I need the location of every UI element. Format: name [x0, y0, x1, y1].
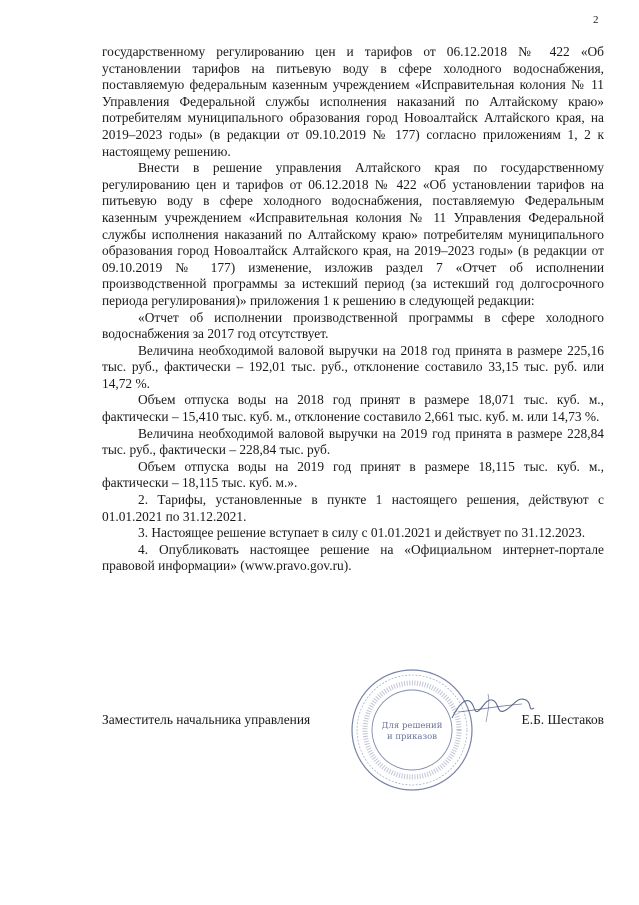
document-body: [102, 44, 604, 575]
paragraph: Внести в решение управления Алтайского края по государственному регулированию цен и тарифов от 06.12.2018 № 422 «Об установлении тарифов на питьевую воду в сфере холодного водоснабжения, поставляемую Федеральным казенным учреждением «Исправительная колония № 11 Управления Федеральной службы исполнения наказаний по Алтайскому краю» потребителям муниципального образования город Новоалтайск Алтайского края, на 2019–2023 годы» (в редакции от 09.10.2019 № 177) изменение, изложив раздел 7 «Отчет об исполнении производственной программы за истекший период (за истекший год долгосрочного периода регулирования)» приложения 1 к решению в следующей редакции:: [102, 160, 604, 308]
paragraph: 2. Тарифы, установленные в пункте 1 настоящего решения, действуют с 01.01.2021 по 31.12.2021.: [102, 492, 604, 524]
page-number: 2: [593, 14, 599, 26]
paragraph: 4. Опубликовать настоящее решение на «Официальном интернет-портале правовой информации» (www.pravo.gov.ru).: [102, 541, 604, 574]
paragraph: Объем отпуска воды на 2018 год принят в размере 18,071 тыс. куб. м., фактически – 15,410 тыс. куб. м., отклонение составило 2,661 тыс. куб. м. или 14,73 %.: [102, 392, 604, 425]
paragraph: государственному регулированию цен и тарифов от 06.12.2018 № 422 «Об установлении тарифов на питьевую воду в сфере холодного водоснабжения, поставляемую федеральным казенным учреждением «Исправительная колония № 11 Управления Федеральной службы исполнения наказаний по Алтайскому краю» потребителям муниципального образования город Новоалтайск Алтайского края, на 2019–2023 годы» (в редакции от 09.10.2019 № 177) согласно приложениям 1, 2 к настоящему решению.: [102, 44, 604, 159]
paragraph: 3. Настоящее решение вступает в силу с 01.01.2021 и действует по 31.12.2023.: [138, 525, 586, 541]
stamp-text-line-2: и приказов: [386, 732, 438, 742]
signer-name: Е.Б. Шестаков: [521, 712, 604, 727]
paragraph: Величина необходимой валовой выручки на 2018 год принята в размере 225,16 тыс. руб., фактически – 192,01 тыс. руб., отклонение составило 33,15 тыс. руб. или 14,72 %.: [102, 342, 604, 391]
signer-title: Заместитель начальника управления: [102, 712, 311, 727]
paragraph: Величина необходимой валовой выручки на 2019 год принята в размере 228,84 тыс. руб., фактически – 228,84 тыс. руб.: [102, 425, 604, 458]
signature-block: [102, 712, 604, 732]
paragraph: «Отчет об исполнении производственной программы в сфере холодного водоснабжения за 2017 год отсутствует.: [102, 309, 604, 342]
paragraph: Объем отпуска воды на 2019 год принят в размере 18,115 тыс. куб. м., фактически – 18,115 тыс. куб. м.».: [102, 458, 604, 491]
stamp-text-line-1: Для решений: [381, 721, 443, 731]
